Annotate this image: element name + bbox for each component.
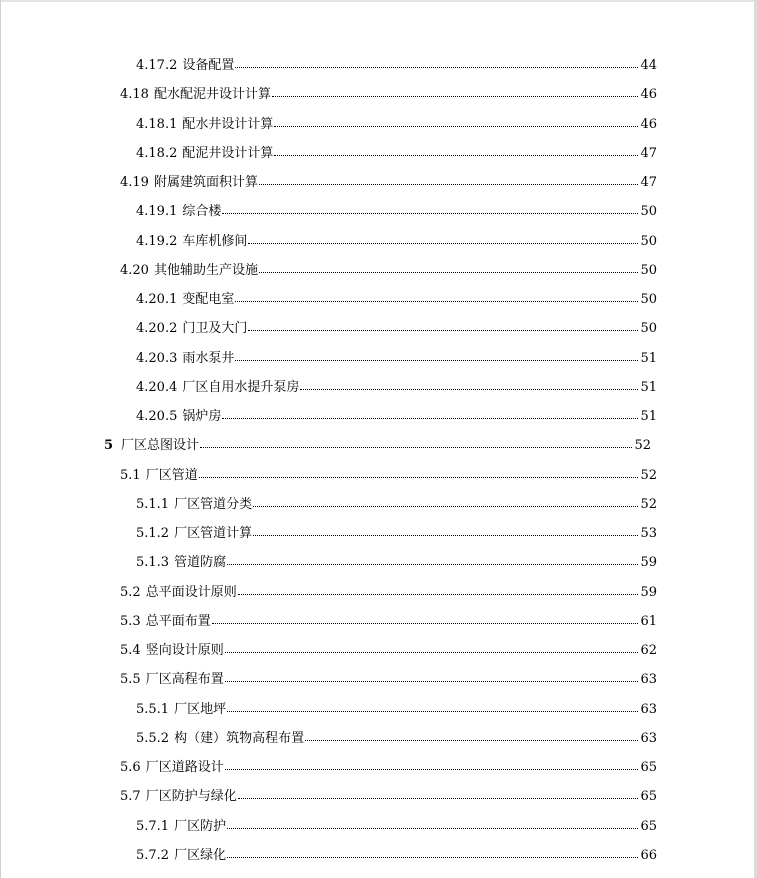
toc-entry[interactable] bbox=[136, 815, 657, 835]
toc-entry[interactable] bbox=[136, 54, 657, 74]
toc-entry[interactable] bbox=[136, 347, 657, 367]
toc-dot-leader bbox=[238, 784, 639, 799]
toc-entry-page-number: 51 bbox=[640, 350, 657, 366]
toc-entry-page-number: 52 bbox=[640, 467, 657, 483]
toc-entry[interactable] bbox=[120, 581, 657, 601]
toc-entry-number: 5.5 bbox=[120, 672, 141, 688]
toc-entry-title: 配水井设计计算 bbox=[182, 116, 274, 132]
toc-entry-page-number: 50 bbox=[640, 233, 657, 249]
toc-entry-number: 5.5.1 bbox=[136, 701, 170, 717]
toc-entry-number: 5.3 bbox=[120, 613, 141, 629]
toc-entry-number: 5.1.2 bbox=[136, 526, 170, 541]
toc-entry-page-number: 65 bbox=[640, 789, 657, 805]
toc-entry-title: 厂区自用水提升泵房 bbox=[182, 379, 300, 395]
toc-entry-page-number: 59 bbox=[640, 584, 657, 600]
toc-entry-number: 4.19.1 bbox=[136, 204, 178, 220]
toc-entry-title: 锅炉房 bbox=[182, 409, 222, 424]
toc-entry-title: 厂区防护与绿化 bbox=[145, 789, 237, 805]
toc-dot-leader bbox=[248, 229, 638, 244]
toc-dot-leader bbox=[200, 433, 632, 448]
toc-dot-leader bbox=[199, 463, 639, 478]
toc-entry[interactable] bbox=[120, 259, 657, 279]
toc-entry-title: 附属建筑面积计算 bbox=[153, 175, 258, 190]
toc-entry-number: 5.5.2 bbox=[136, 730, 170, 746]
toc-entry[interactable] bbox=[120, 83, 657, 103]
toc-entry-page-number: 63 bbox=[640, 730, 657, 746]
toc-entry[interactable] bbox=[136, 376, 657, 396]
toc-entry-number: 5.7 bbox=[120, 789, 141, 805]
toc-entry-number: 4.20.4 bbox=[136, 379, 178, 395]
toc-dot-leader bbox=[225, 755, 639, 770]
toc-entry-title: 厂区总图设计 bbox=[121, 438, 200, 454]
toc-dot-leader bbox=[227, 843, 638, 858]
toc-entry-title: 配水配泥井设计计算 bbox=[153, 87, 271, 103]
toc-entry-number: 5.1.3 bbox=[136, 555, 170, 571]
toc-entry[interactable] bbox=[120, 171, 657, 191]
toc-entry-number: 4.20.3 bbox=[136, 350, 178, 366]
toc-entry-title: 配泥井设计计算 bbox=[182, 145, 274, 161]
toc-dot-leader bbox=[274, 141, 638, 156]
toc-entry-page-number: 63 bbox=[640, 672, 657, 688]
toc-entry-page-number: 50 bbox=[640, 204, 657, 220]
toc-dot-leader bbox=[272, 82, 638, 97]
toc-entry-page-number: 65 bbox=[640, 760, 657, 775]
toc-dot-leader bbox=[305, 726, 638, 741]
toc-entry-number: 4.20.2 bbox=[136, 321, 178, 337]
toc-entry-page-number: 66 bbox=[640, 847, 657, 863]
toc-dot-leader bbox=[227, 550, 638, 565]
toc-entry-number: 4.19.2 bbox=[136, 233, 178, 249]
toc-entry[interactable] bbox=[120, 785, 657, 805]
toc-entry-page-number: 44 bbox=[640, 58, 657, 73]
toc-entry-page-number: 52 bbox=[634, 438, 651, 454]
toc-entry-page-number: 51 bbox=[640, 409, 657, 424]
page-top-edge bbox=[0, 0, 757, 2]
toc-entry[interactable] bbox=[120, 668, 657, 688]
toc-entry-page-number: 63 bbox=[640, 701, 657, 717]
toc-entry-page-number: 52 bbox=[640, 496, 657, 512]
toc-dot-leader bbox=[235, 346, 638, 361]
toc-entry-number: 5.7.2 bbox=[136, 847, 170, 863]
toc-entry-number: 4.18 bbox=[120, 87, 149, 103]
toc-dot-leader bbox=[253, 492, 638, 507]
toc-entry[interactable] bbox=[136, 113, 657, 133]
toc-entry-page-number: 62 bbox=[640, 643, 657, 658]
toc-entry-number: 5.2 bbox=[120, 584, 141, 600]
toc-entry[interactable] bbox=[136, 405, 657, 425]
toc-entry[interactable] bbox=[136, 844, 657, 864]
toc-entry-title: 厂区道路设计 bbox=[145, 760, 224, 775]
toc-dot-leader bbox=[274, 112, 638, 127]
toc-dot-leader bbox=[253, 521, 638, 536]
toc-entry[interactable] bbox=[120, 639, 657, 659]
toc-entry-page-number: 46 bbox=[640, 116, 657, 132]
toc-entry-number: 4.18.2 bbox=[136, 145, 178, 161]
toc-entry-title: 厂区管道 bbox=[145, 467, 198, 483]
toc-entry-number: 4.20.1 bbox=[136, 292, 178, 307]
toc-entry-page-number: 61 bbox=[640, 613, 657, 629]
toc-entry[interactable] bbox=[136, 142, 657, 162]
toc-entry-title: 变配电室 bbox=[182, 292, 235, 307]
toc-entry[interactable] bbox=[120, 464, 657, 484]
toc-dot-leader bbox=[227, 697, 638, 712]
toc-entry-title: 车库机修间 bbox=[182, 233, 248, 249]
toc-dot-leader bbox=[225, 667, 639, 682]
toc-entry-number: 5.6 bbox=[120, 760, 141, 775]
toc-entry-page-number: 47 bbox=[640, 175, 657, 190]
toc-entry-number: 4.20 bbox=[120, 262, 149, 278]
toc-entry-title: 厂区高程布置 bbox=[145, 672, 224, 688]
toc-entry-title: 总平面布置 bbox=[145, 613, 211, 629]
toc-dot-leader bbox=[248, 316, 638, 331]
toc-entry-page-number: 51 bbox=[640, 379, 657, 395]
toc-entry-page-number: 53 bbox=[640, 526, 657, 541]
toc-entry-title: 设备配置 bbox=[182, 58, 235, 73]
toc-entry-title: 竖向设计原则 bbox=[145, 643, 224, 658]
toc-entry-number: 4.20.5 bbox=[136, 409, 178, 424]
toc-entry-number: 4.18.1 bbox=[136, 116, 178, 132]
page-left-edge bbox=[0, 0, 1, 878]
toc-entry[interactable] bbox=[136, 288, 657, 308]
toc-entry-page-number: 50 bbox=[640, 262, 657, 278]
toc-entry-title: 其他辅助生产设施 bbox=[153, 262, 258, 278]
toc-entry[interactable] bbox=[136, 493, 657, 513]
toc-entry-title: 综合楼 bbox=[182, 204, 222, 220]
toc-dot-leader bbox=[212, 609, 639, 624]
toc-entry[interactable] bbox=[136, 727, 657, 747]
toc-entry-title: 门卫及大门 bbox=[182, 321, 248, 337]
toc-dot-leader bbox=[300, 375, 638, 390]
toc-entry-number: 4.17.2 bbox=[136, 58, 178, 73]
toc-entry-title: 构（建）筑物高程布置 bbox=[174, 730, 305, 746]
toc-dot-leader bbox=[238, 580, 639, 595]
toc-entry-number: 5 bbox=[104, 438, 114, 454]
toc-entry[interactable] bbox=[136, 698, 657, 718]
toc-entry-page-number: 47 bbox=[640, 145, 657, 161]
toc-dot-leader bbox=[222, 404, 638, 419]
toc-entry-number: 5.7.1 bbox=[136, 818, 170, 834]
toc-dot-leader bbox=[259, 258, 638, 273]
toc-entry[interactable] bbox=[136, 200, 657, 220]
toc-entry[interactable] bbox=[136, 551, 657, 571]
toc-dot-leader bbox=[227, 814, 638, 829]
toc-entry-title: 厂区地坪 bbox=[174, 701, 227, 717]
toc-entry-title: 雨水泵井 bbox=[182, 350, 235, 366]
toc-entry-page-number: 65 bbox=[640, 818, 657, 834]
toc-dot-leader bbox=[225, 638, 639, 653]
toc-entry-number: 5.4 bbox=[120, 643, 141, 658]
toc-entry-title: 厂区绿化 bbox=[174, 847, 227, 863]
toc-entry-title: 厂区管道计算 bbox=[174, 526, 253, 541]
toc-entry[interactable] bbox=[120, 756, 657, 776]
toc-dot-leader bbox=[235, 287, 638, 302]
toc-entry[interactable] bbox=[104, 434, 651, 454]
toc-dot-leader bbox=[222, 199, 638, 214]
toc-entry-title: 厂区管道分类 bbox=[174, 496, 253, 512]
toc-entry-page-number: 46 bbox=[640, 87, 657, 103]
toc-entry-number: 5.1.1 bbox=[136, 496, 170, 512]
toc-entry-page-number: 50 bbox=[640, 292, 657, 307]
toc-entry-number: 5.1 bbox=[120, 467, 141, 483]
toc-entry[interactable] bbox=[136, 317, 657, 337]
toc-entry[interactable] bbox=[120, 610, 657, 630]
toc-entry-title: 管道防腐 bbox=[174, 555, 227, 571]
toc-dot-leader bbox=[235, 53, 638, 68]
toc-entry-page-number: 50 bbox=[640, 321, 657, 337]
toc-entry-title: 厂区防护 bbox=[174, 818, 227, 834]
toc-dot-leader bbox=[259, 170, 638, 185]
toc-entry-page-number: 59 bbox=[640, 555, 657, 571]
toc-entry[interactable] bbox=[136, 230, 657, 250]
toc-entry-number: 4.19 bbox=[120, 175, 149, 190]
toc-entry[interactable] bbox=[136, 522, 657, 542]
toc-entry-title: 总平面设计原则 bbox=[145, 584, 237, 600]
